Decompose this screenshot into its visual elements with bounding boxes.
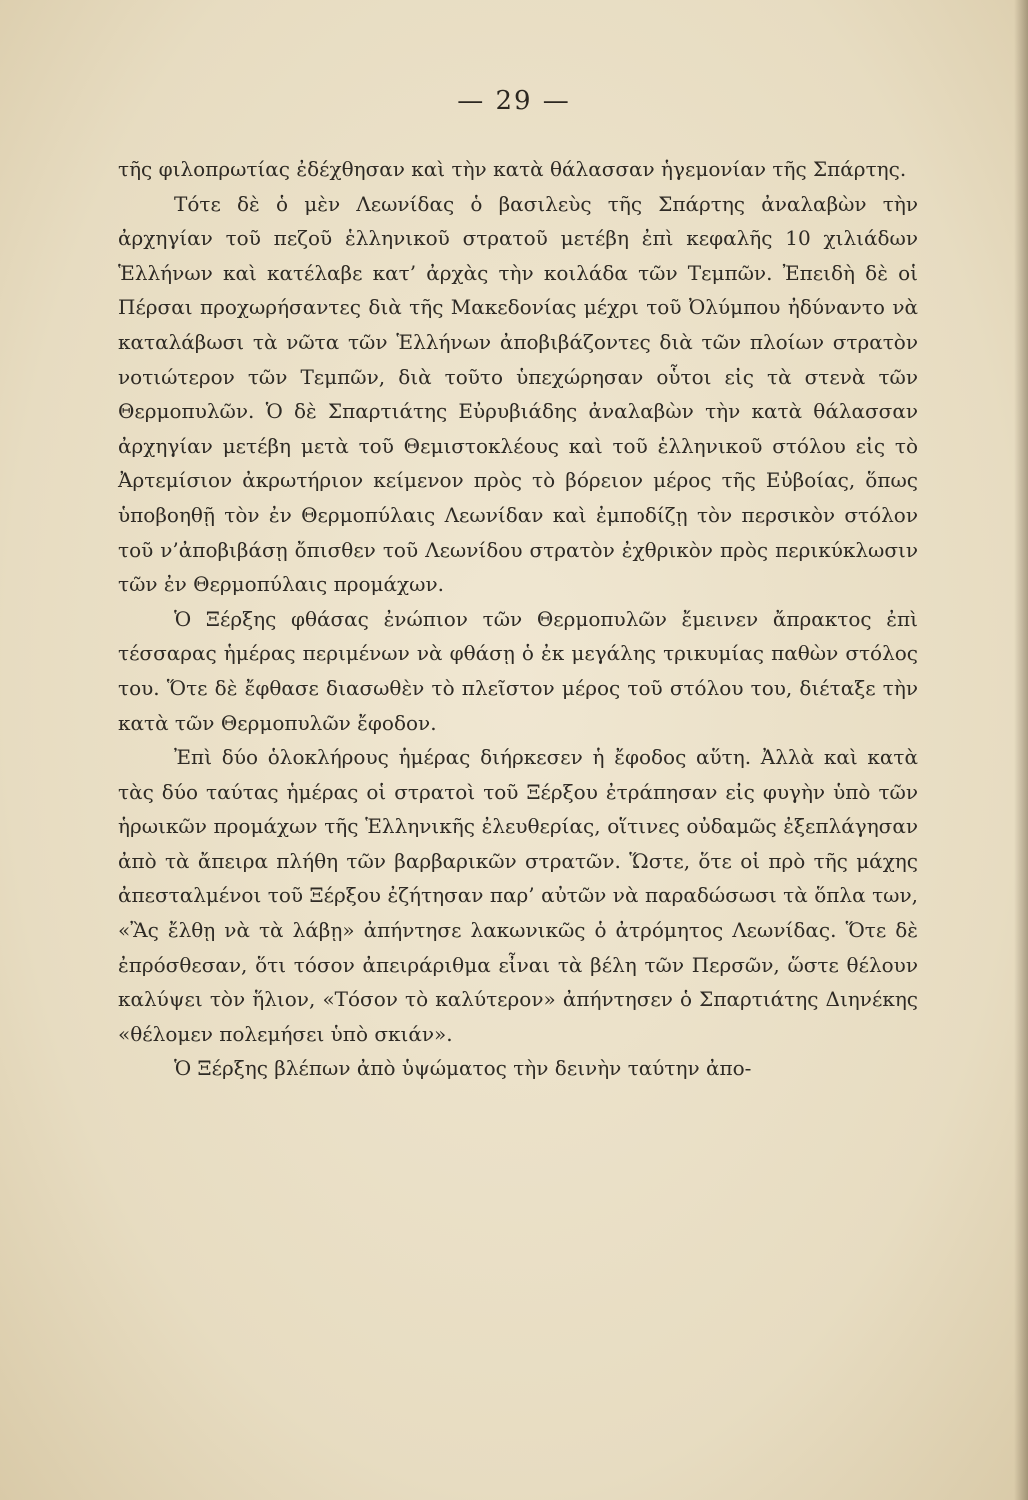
page-number: — 29 — [457, 86, 571, 116]
page-edge-shadow [1014, 0, 1028, 1500]
paragraph-xerxes-arrival: Ὁ Ξέρξης φθάσας ἐνώπιον τῶν Θερμοπυλῶν ἔμεινεν ἄπρακτος ἐπὶ τέσσαρας ἡμέρας περιμένων νὰ φθάσῃ ὁ ἐκ μεγάλης τρικυμίας παθὼν στόλος του. Ὅτε δὲ ἔφθασε διασωθὲν τὸ πλεῖστον μέρος τοῦ στόλου του, διέταξε τὴν κατὰ τῶν Θερμοπυλῶν ἔφοδον. [118, 606, 918, 735]
paragraph-leonidas: Τότε δὲ ὁ μὲν Λεωνίδας ὁ βασιλεὺς τῆς Σπάρτης ἀναλαβὼν τὴν ἀρχηγίαν τοῦ πεζοῦ ἑλληνικοῦ στρατοῦ μετέβη ἐπὶ κεφαλῆς 10 χιλιάδων Ἑλλήνων καὶ κατέλαβε κατ’ ἀρχὰς τὴν κοιλάδα τῶν Τεμπῶν. Ἐπειδὴ δὲ οἱ Πέρσαι προχωρήσαντες διὰ τῆς Μακεδονίας μέχρι τοῦ Ὀλύμπου ἠδύναντο νὰ καταλάβωσι τὰ νῶτα τῶν Ἑλλήνων ἀποβιβάζοντες διὰ τῶν πλοίων στρατὸν νοτιώτερον τῶν Τεμπῶν, διὰ τοῦτο ὑπεχώρησαν οὗτοι εἰς τὰ στενὰ τῶν Θερμοπυλῶν. Ὁ δὲ Σπαρτιάτης Εὐρυβιάδης ἀναλαβὼν τὴν κατὰ θάλασσαν ἀρχηγίαν μετέβη μετὰ τοῦ Θεμιστοκλέους καὶ τοῦ ἑλληνικοῦ στόλου εἰς τὸ Ἀρτεμίσιον ἀκρωτήριον κείμενον πρὸς τὸ βόρειον μέρος τῆς Εὐβοίας, ὅπως ὑποβοηθῇ τὸν ἐν Θερμοπύλαις Λεωνίδαν καὶ ἐμποδίζῃ τὸν περσικὸν στόλον τοῦ ν’ἀποβιβάσῃ ὄπισθεν τοῦ Λεωνίδου στρατὸν ἐχθρικὸν πρὸς περικύκλωσιν τῶν ἐν Θερμοπύλαις προμάχων. [118, 191, 918, 597]
paragraph-xerxes-watching: Ὁ Ξέρξης βλέπων ἀπὸ ὑψώματος τὴν δεινὴν ταύτην ἀπο- [174, 1056, 752, 1081]
paragraph-assault: Ἐπὶ δύο ὁλοκλήρους ἡμέρας διήρκεσεν ἡ ἔφοδος αὕτη. Ἀλλὰ καὶ κατὰ τὰς δύο ταύτας ἡμέρας οἱ στρατοὶ τοῦ Ξέρξου ἐτράπησαν εἰς φυγὴν ὑπὸ τῶν ἡρωικῶν προμάχων τῆς Ἑλληνικῆς ἐλευθερίας, οἵτινες οὐδαμῶς ἐξεπλάγησαν ἀπὸ τὰ ἄπειρα πλήθη τῶν βαρβαρικῶν στρατῶν. Ὥστε, ὅτε οἱ πρὸ τῆς μάχης ἀπεσταλμένοι τοῦ Ξέρξου ἐζήτησαν παρ’ αὐτῶν νὰ παραδώσωσι τὰ ὅπλα των, «Ἂς ἔλθῃ νὰ τὰ λάβῃ» ἀπήντησε λακωνικῶς ὁ ἀτρόμητος Λεωνίδας. Ὅτε δὲ ἐπρόσθεσαν, ὅτι τόσον ἀπειράριθμα εἶναι τὰ βέλη τῶν Περσῶν, ὥστε θέλουν καλύψει τὸν ἥλιον, «Τόσον τὸ καλύτερον» ἀπήντησεν ὁ Σπαρτιάτης Διηνέκης «θέλομεν πολεμήσει ὑπὸ σκιάν». [118, 745, 918, 1046]
paragraph-continuation: τῆς φιλοπρωτίας ἐδέχθησαν καὶ τὴν κατὰ θάλασσαν ἡγεμονίαν τῆς Σπάρτης. [118, 157, 907, 181]
page-body [118, 152, 918, 1086]
